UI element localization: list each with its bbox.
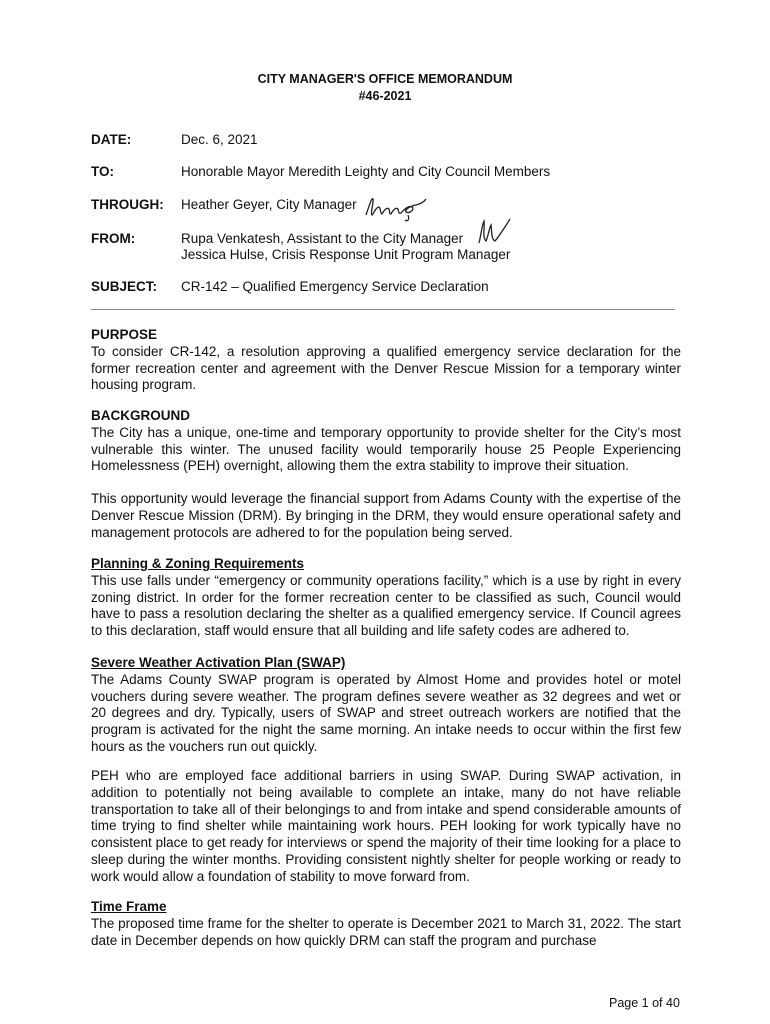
timeframe-heading: Time Frame [91,899,167,914]
background-section [91,408,681,475]
page-number: Page 1 of 40 [609,996,680,1010]
from-value-2: Jessica Hulse, Crisis Response Unit Program Manager [181,247,511,262]
to-value: Honorable Mayor Meredith Leighty and City Council Members [181,164,551,179]
from-value-1: Rupa Venkatesh, Assistant to the City Manager [181,231,464,246]
subject-value: CR-142 – Qualified Emergency Service Declaration [181,279,489,294]
swap-paragraph-2: PEH who are employed face additional barriers in using SWAP. During SWAP activation, in addition to potentially not being available to complete an intake, many do not have reliable transportation to take all of their belongings to and from intake and spend considerable amounts of time trying to find shelter while maintaining work hours. PEH looking for work typically have no consistent place to get ready for interviews or spend the majority of their time looking for a place to sleep during the winter months. Providing consistent nightly shelter for people working or ready to work would allow a foundation of stability to move forward from. [91,768,681,884]
assistant-signature-icon [476,215,512,247]
swap-paragraph-1: The Adams County SWAP program is operated by Almost Home and provides hotel or motel vouchers during severe weather. The program defines severe weather as 32 degrees and wet or 20 degrees and dry. Typically, users of SWAP and street outreach workers are notified that the program is activated for the night the same morning. An intake needs to occur within the first few hours as the vouchers run out quickly. [91,671,681,754]
timeframe-section [91,899,681,949]
subject-label: SUBJECT: [91,279,158,294]
through-label: THROUGH: [91,197,164,212]
manager-signature-icon [364,193,428,223]
planning-section [91,556,681,640]
swap-heading: Severe Weather Activation Plan (SWAP) [91,655,346,670]
background-heading: BACKGROUND [91,408,190,423]
planning-text: This use falls under “emergency or community operations facility,” which is a use by right in every zoning district. In order for the former recreation center to be classified as such, Council would have to pass a resolution declaring the shelter as a qualified emergency service. If Council agrees to this declaration, staff would ensure that all building and life safety codes are adhered to. [91,572,681,639]
memo-title: CITY MANAGER'S OFFICE MEMORANDUM [257,72,513,86]
background-paragraph-1: The City has a unique, one-time and temporary opportunity to provide shelter for the City’s most vulnerable this winter. The unused facility would temporarily house 25 People Experiencing Homelessness (PEH) overnight, allowing them the extra stability to improve their situation. [91,424,681,474]
date-value: Dec. 6, 2021 [181,132,258,147]
to-label: TO: [91,164,114,179]
planning-heading: Planning & Zoning Requirements [91,556,305,571]
header-divider [91,309,675,310]
purpose-section [91,327,681,394]
memo-number: #46-2021 [358,89,412,103]
timeframe-text: The proposed time frame for the shelter to operate is December 2021 to March 31, 2022. The start date in December depends on how quickly DRM can staff the program and purchase [91,915,681,948]
purpose-text: To consider CR-142, a resolution approving a qualified emergency service declaration for the former recreation center and agreement with the Denver Rescue Mission for a temporary winter housing program. [91,343,681,393]
purpose-heading: PURPOSE [91,327,158,342]
swap-section [91,655,681,756]
from-label: FROM: [91,231,136,246]
date-label: DATE: [91,132,132,147]
background-paragraph-2: This opportunity would leverage the financial support from Adams County with the expertise of the Denver Rescue Mission (DRM). By bringing in the DRM, they would ensure operational safety and management protocols are adhered to for the population being served. [91,491,681,540]
through-value: Heather Geyer, City Manager [181,197,357,212]
